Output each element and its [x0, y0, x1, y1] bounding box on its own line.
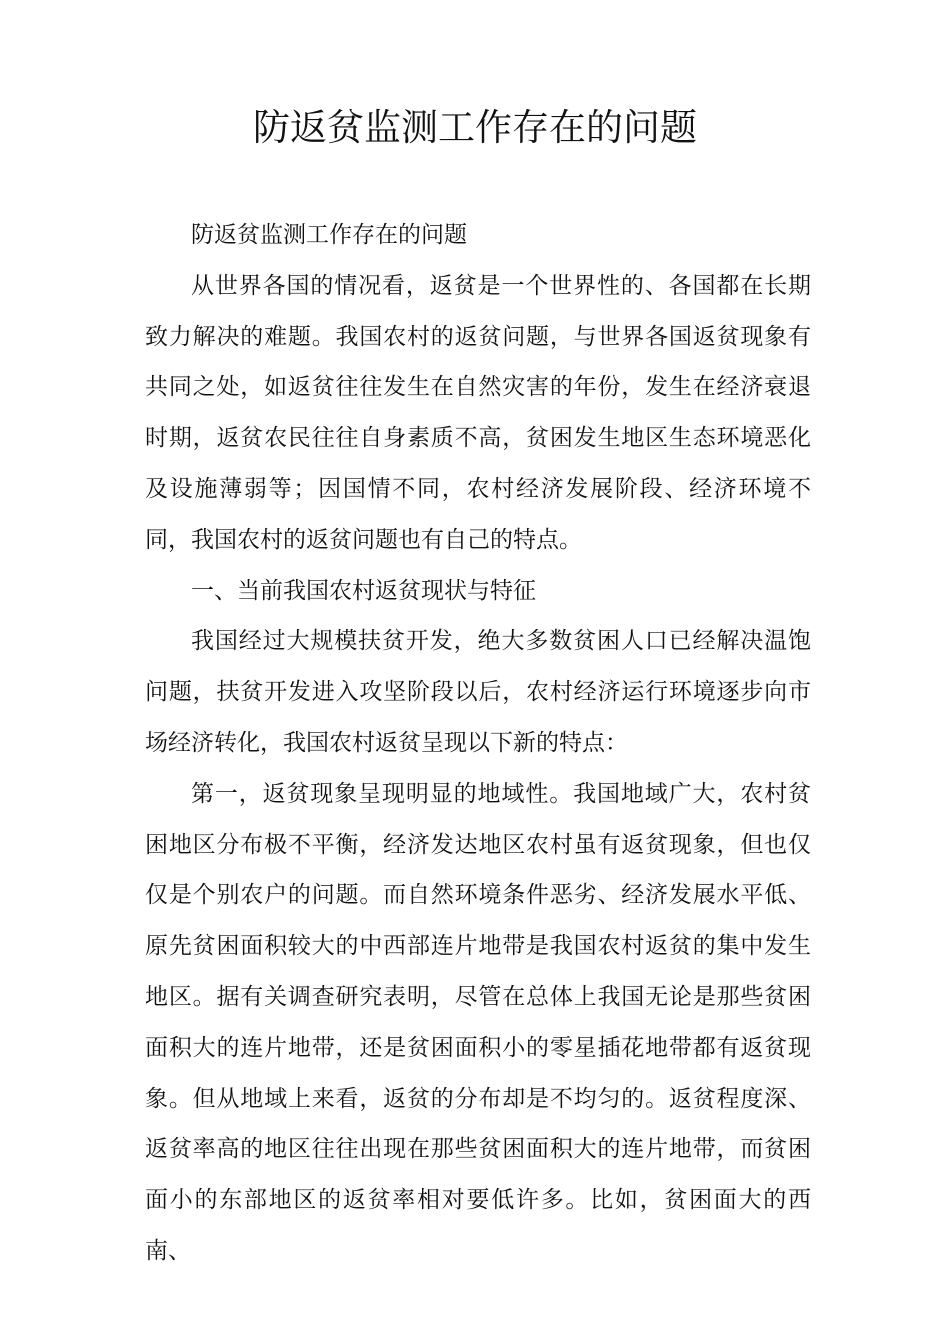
document-body: [145, 210, 811, 1277]
document-title: 防返贫监测工作存在的问题: [253, 106, 697, 149]
paragraph-first-point: 第一，返贫现象呈现明显的地域性。我国地域广大，农村贫困地区分布极不平衡，经济发达地区农村虽有返贫现象，但也仅仅是个别农户的问题。而自然环境条件恶劣、经济发展水平低、原先贫困面积较大的中西部连片地带是我国农村返贫的集中发生地区。据有关调查研究表明，尽管在总体上我国无论是那些贫困面积大的连片地带，还是贫困面积小的零星插花地带都有返贫现象。但从地域上来看，返贫的分布却是不均匀的。返贫程度深、返贫率高的地区往往出现在那些贫困面积大的连片地带，而贫困面小的东部地区的返贫率相对要低许多。比如，贫困面大的西南、: [145, 780, 811, 1264]
section-heading: 一、当前我国农村返贫现状与特征: [191, 577, 536, 604]
paragraph-subtitle: 防返贫监测工作存在的问题: [191, 222, 467, 248]
paragraph-overview: 我国经过大规模扶贫开发，绝大多数贫困人口已经解决温饱问题，扶贫开发进入攻坚阶段以后，农村经济运行环境逐步向市场经济转化，我国农村返贫呈现以下新的特点：: [145, 628, 811, 756]
paragraph-intro: 从世界各国的情况看，返贫是一个世界性的、各国都在长期致力解决的难题。我国农村的返贫问题，与世界各国返贫现象有共同之处，如返贫往往发生在自然灾害的年份，发生在经济衰退时期，返贫农民往往自身素质不高，贫困发生地区生态环境恶化及设施薄弱等；因国情不同，农村经济发展阶段、经济环境不同，我国农村的返贫问题也有自己的特点。: [145, 272, 811, 553]
